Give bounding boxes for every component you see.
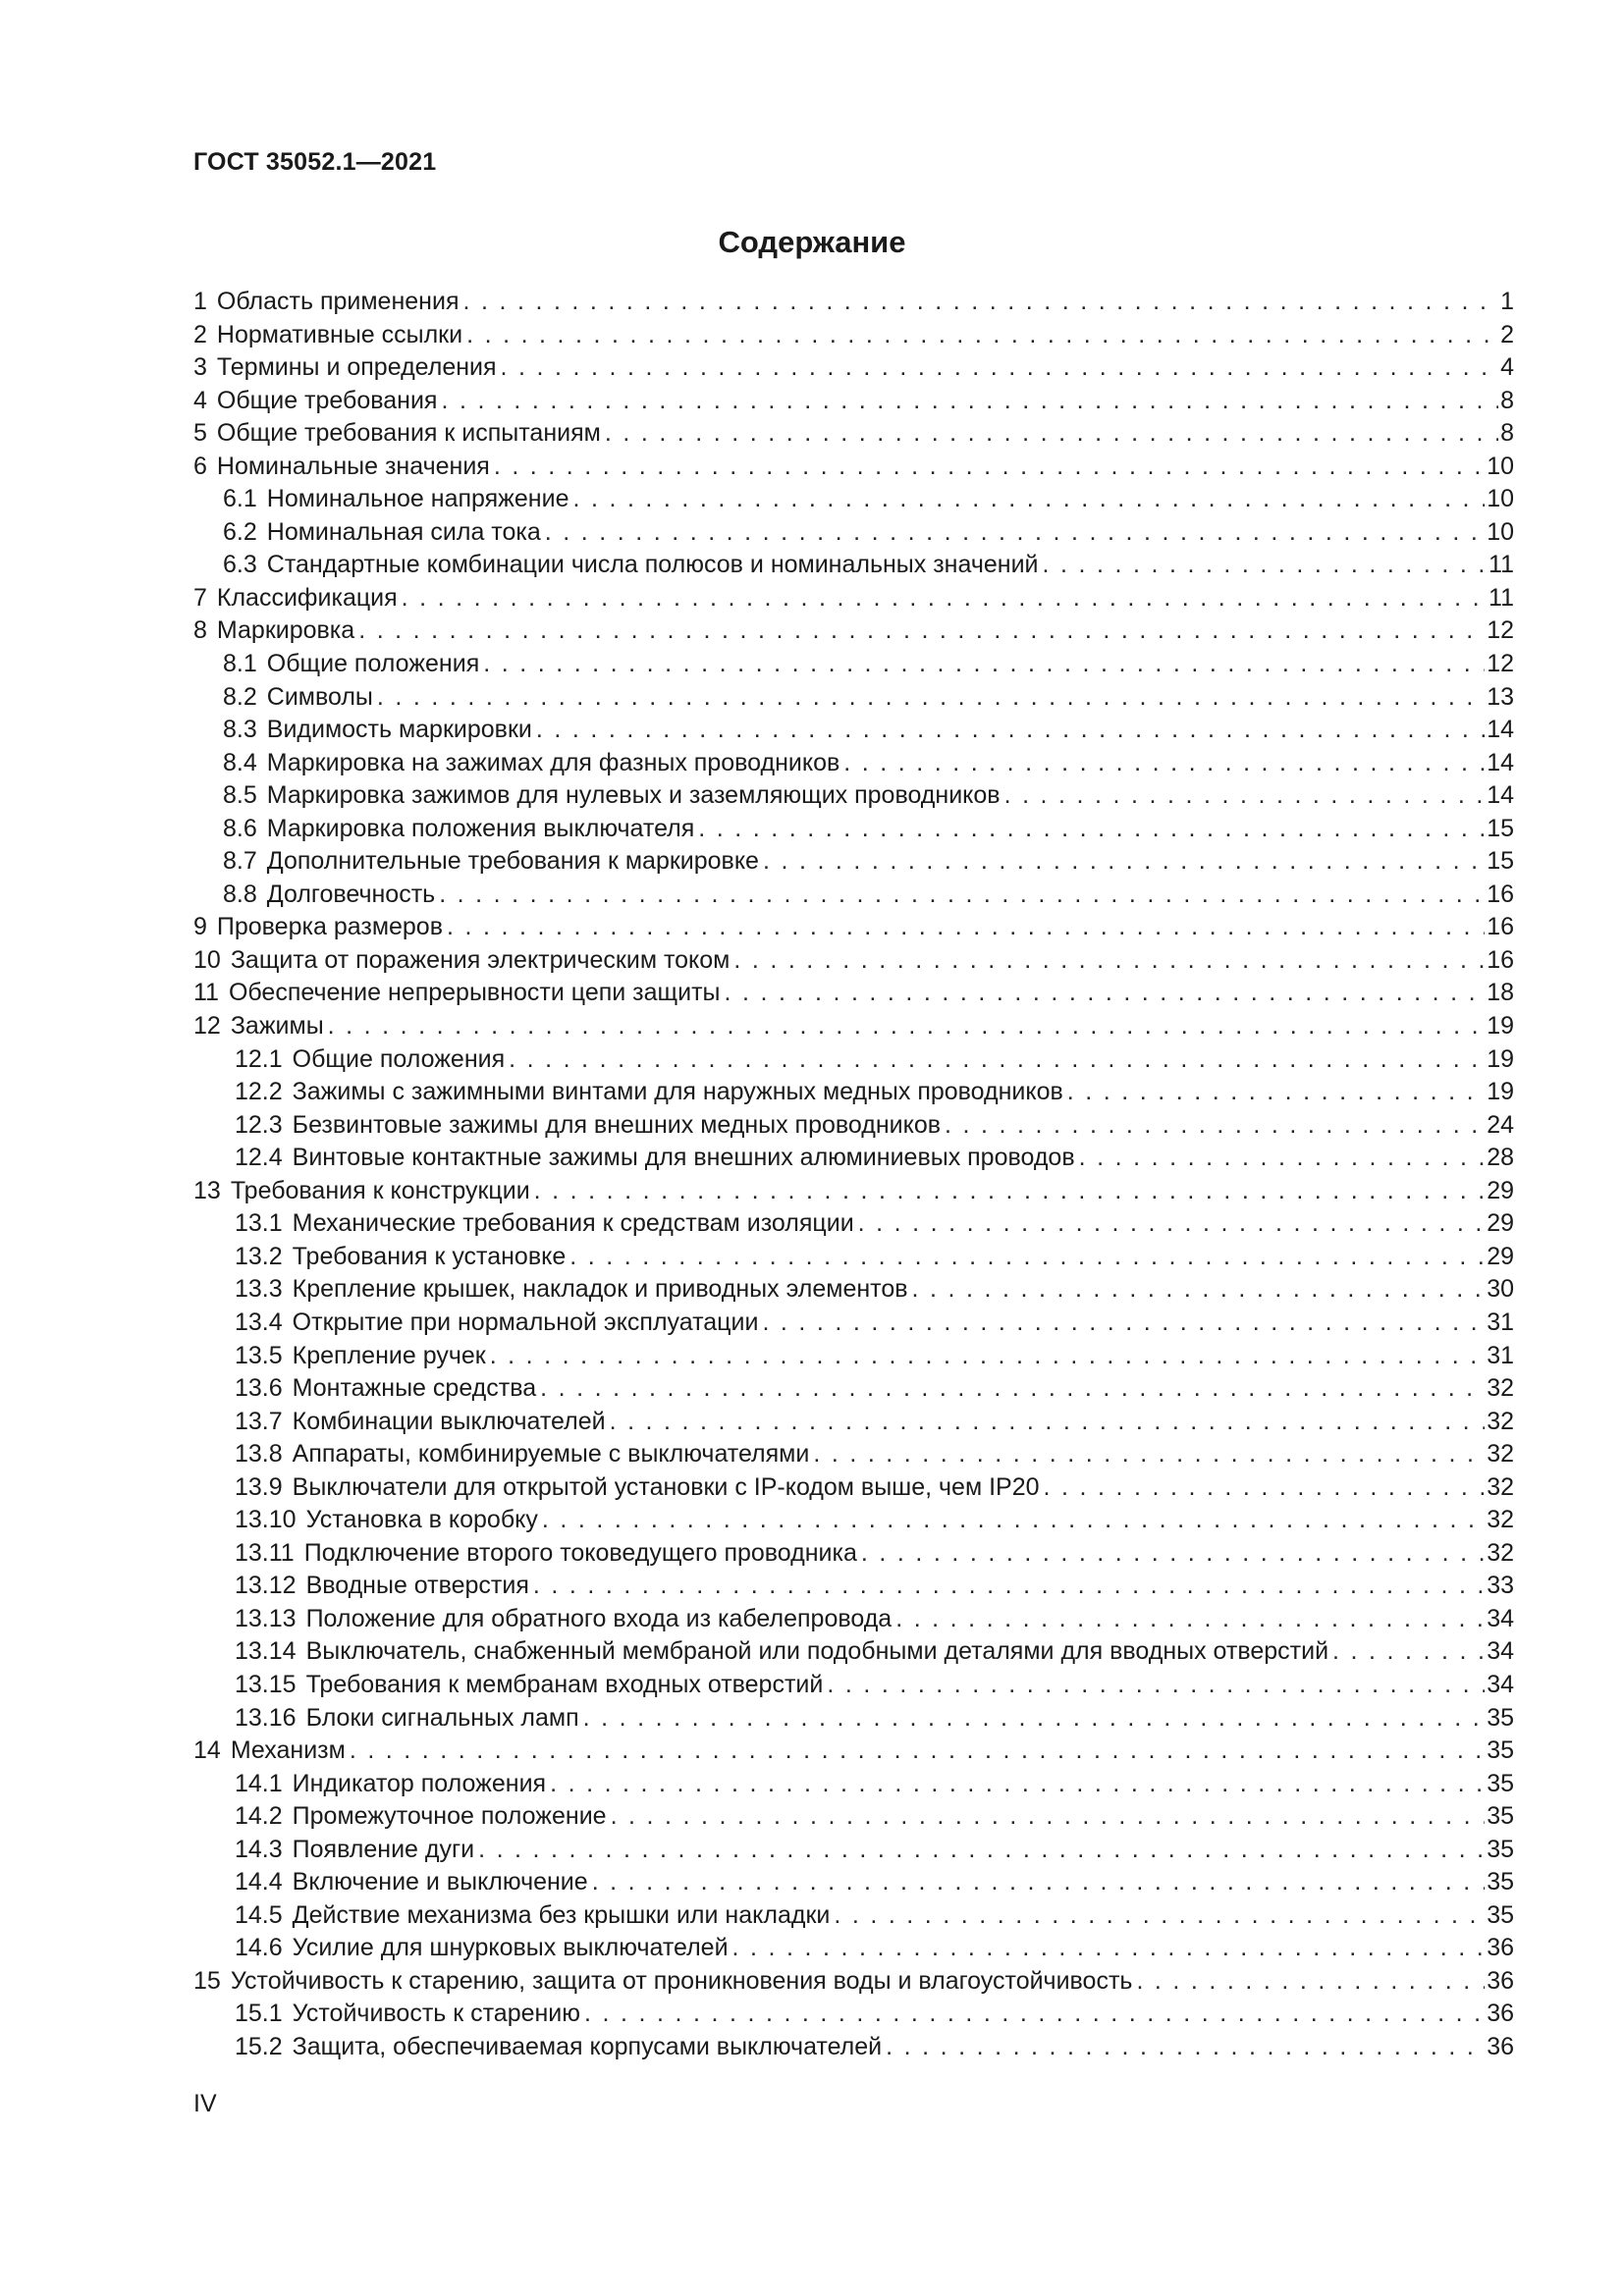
- toc-leader-dots: [490, 451, 1485, 484]
- toc-entry-page: 19: [1487, 1012, 1514, 1041]
- toc-entry[interactable]: [193, 1735, 1514, 1768]
- toc-entry-page: 1: [1500, 288, 1514, 315]
- toc-entry-title: Область применения: [216, 288, 460, 315]
- toc-entry[interactable]: [193, 1537, 1514, 1571]
- toc-entry-number: 13.7: [235, 1407, 283, 1435]
- toc-entry-number: 3: [193, 353, 207, 382]
- toc-entry-number: 1: [193, 288, 207, 315]
- toc-entry[interactable]: [193, 977, 1514, 1010]
- toc-entry-title: Индикатор положения: [292, 1769, 547, 1797]
- toc-entry-title: Защита от поражения электрическим током: [230, 945, 731, 974]
- toc-entry-page: 32: [1487, 1538, 1514, 1567]
- toc-entry-number: 12: [193, 1012, 221, 1041]
- toc-entry[interactable]: [193, 614, 1514, 648]
- toc-entry-number: 14: [193, 1736, 221, 1765]
- toc-entry[interactable]: [193, 1142, 1514, 1175]
- toc-entry-number: 12.2: [235, 1078, 283, 1106]
- toc-entry-number: 8.7: [223, 847, 257, 876]
- toc-entry[interactable]: [193, 1603, 1514, 1636]
- toc-entry[interactable]: [193, 1899, 1514, 1933]
- toc-entry-title: Требования к установке: [292, 1242, 567, 1270]
- toc-entry-number: 6.1: [223, 485, 257, 513]
- toc-leader-dots: [1063, 1076, 1485, 1109]
- toc-entry[interactable]: [193, 286, 1514, 319]
- toc-entry-number: 4: [193, 386, 207, 414]
- toc-entry-title: Выключатели для открытой установки с IP-кодом выше, чем IP20: [292, 1472, 1040, 1501]
- toc-entry-title: Промежуточное положение: [292, 1802, 607, 1831]
- toc-entry-page: 11: [1489, 551, 1514, 579]
- toc-entry-number: 6.3: [223, 551, 257, 579]
- toc-entry-page: 31: [1487, 1341, 1514, 1369]
- toc-entry-number: 13.1: [235, 1209, 283, 1238]
- toc-entry-page: 4: [1500, 353, 1514, 382]
- toc-entry-page: 12: [1487, 650, 1514, 678]
- toc-entry[interactable]: [193, 483, 1514, 516]
- toc-entry[interactable]: [193, 1998, 1514, 2031]
- toc-entry-number: 13.10: [235, 1506, 297, 1534]
- toc-entry[interactable]: [193, 681, 1514, 715]
- toc-entry[interactable]: [193, 451, 1514, 484]
- toc-entry[interactable]: [193, 813, 1514, 846]
- toc-entry-number: 13.13: [235, 1604, 297, 1632]
- toc-entry-page: 35: [1487, 1769, 1514, 1797]
- toc-leader-dots: [566, 1241, 1485, 1274]
- toc-entry-page: 33: [1487, 1572, 1514, 1600]
- toc-entry-number: 13.14: [235, 1637, 297, 1666]
- toc-entry-page: 32: [1487, 1374, 1514, 1403]
- toc-leader-dots: [532, 714, 1485, 747]
- toc-entry-number: 13.4: [235, 1308, 283, 1336]
- toc-entry-page: 35: [1487, 1703, 1514, 1732]
- toc-entry-number: 8: [193, 616, 207, 645]
- toc-entry-page: 35: [1487, 1868, 1514, 1896]
- toc-entry[interactable]: [193, 1570, 1514, 1603]
- toc-entry[interactable]: [193, 1175, 1514, 1208]
- toc-entry[interactable]: [193, 1866, 1514, 1899]
- toc-entry-page: 14: [1487, 748, 1514, 776]
- toc-entry-page: 11: [1489, 583, 1514, 612]
- toc-leader-dots: [694, 813, 1485, 846]
- toc-entry[interactable]: [193, 549, 1514, 582]
- toc-entry[interactable]: [193, 319, 1514, 352]
- toc-leader-dots: [479, 648, 1485, 681]
- toc-entry-title: Действие механизма без крышки или накладки: [292, 1900, 831, 1929]
- toc-entry-number: 10: [193, 945, 221, 974]
- toc-leader-dots: [892, 1603, 1485, 1636]
- toc-entry-page: 10: [1487, 452, 1514, 480]
- toc-leader-dots: [839, 747, 1485, 780]
- toc-entry[interactable]: [193, 582, 1514, 615]
- toc-entry-title: Зажимы: [230, 1012, 324, 1041]
- toc-entry-title: Общие требования к испытаниям: [216, 419, 601, 448]
- toc-entry-number: 8.1: [223, 650, 257, 678]
- toc-entry-number: 13.2: [235, 1242, 283, 1270]
- toc-entry-number: 13.16: [235, 1703, 297, 1732]
- toc-leader-dots: [346, 1735, 1485, 1768]
- toc-entry-number: 15.1: [235, 2000, 283, 2028]
- toc-entry-title: Маркировка: [216, 616, 355, 645]
- toc-entry-title: Крепление ручек: [292, 1341, 486, 1369]
- toc-entry[interactable]: [193, 1965, 1514, 1999]
- toc-entry-page: 13: [1487, 682, 1514, 711]
- toc-entry-title: Включение и выключение: [292, 1868, 588, 1896]
- toc-entry-title: Блоки сигнальных ламп: [305, 1703, 579, 1732]
- toc-entry-title: Механические требования к средствам изоляции: [292, 1209, 854, 1238]
- toc-entry-page: 32: [1487, 1506, 1514, 1534]
- toc-entry[interactable]: [193, 1273, 1514, 1307]
- toc-leader-dots: [459, 286, 1498, 319]
- toc-leader-dots: [1328, 1635, 1485, 1669]
- toc-entry-title: Безвинтовые зажимы для внешних медных проводников: [292, 1110, 942, 1139]
- toc-entry-number: 12.4: [235, 1144, 283, 1172]
- toc-entry-page: 24: [1487, 1110, 1514, 1139]
- toc-entry-title: Номинальное напряжение: [266, 485, 569, 513]
- toc-entry-number: 8.3: [223, 716, 257, 744]
- toc-entry-title: Дополнительные требования к маркировке: [266, 847, 759, 876]
- toc-leader-dots: [536, 1372, 1485, 1406]
- toc-entry-title: Вводные отверстия: [305, 1572, 529, 1600]
- toc-entry-page: 31: [1487, 1308, 1514, 1336]
- toc-entry-page: 32: [1487, 1472, 1514, 1501]
- toc-entry-number: 13.5: [235, 1341, 283, 1369]
- toc-leader-dots: [529, 1570, 1485, 1603]
- toc-entry-title: Установка в коробку: [305, 1506, 538, 1534]
- toc-entry-page: 29: [1487, 1242, 1514, 1270]
- toc-entry-page: 15: [1487, 814, 1514, 842]
- toc-entry-page: 36: [1487, 1934, 1514, 1962]
- toc-entry-page: 18: [1487, 979, 1514, 1007]
- toc-entry-page: 28: [1487, 1144, 1514, 1172]
- toc-entry-page: 36: [1487, 1966, 1514, 1995]
- toc-leader-dots: [546, 1768, 1485, 1801]
- toc-entry-number: 15: [193, 1966, 221, 1995]
- toc-entry[interactable]: [193, 1076, 1514, 1109]
- toc-entry[interactable]: [193, 1307, 1514, 1340]
- toc-entry-page: 32: [1487, 1407, 1514, 1435]
- toc-entry-number: 13: [193, 1176, 221, 1204]
- toc-entry[interactable]: [193, 1207, 1514, 1241]
- toc-entry-title: Видимость маркировки: [266, 716, 532, 744]
- toc-leader-dots: [354, 614, 1485, 648]
- toc-entry-title: Механизм: [230, 1736, 346, 1765]
- toc-title: Содержание: [718, 225, 906, 259]
- toc-entry-title: Монтажные средства: [292, 1374, 537, 1403]
- toc-entry-page: 19: [1487, 1078, 1514, 1106]
- toc-leader-dots: [854, 1207, 1486, 1241]
- toc-leader-dots: [398, 582, 1487, 615]
- toc-leader-dots: [541, 516, 1485, 550]
- toc-entry[interactable]: [193, 648, 1514, 681]
- toc-entry[interactable]: [193, 1635, 1514, 1669]
- toc-entry-number: 14.3: [235, 1835, 283, 1863]
- toc-entry-page: 8: [1500, 386, 1514, 414]
- toc-entry[interactable]: [193, 1504, 1514, 1537]
- toc-entry-number: 15.2: [235, 2032, 283, 2060]
- toc-entry-title: Общие требования: [216, 386, 438, 414]
- toc-entry-title: Крепление крышек, накладок и приводных элементов: [292, 1275, 908, 1304]
- toc-leader-dots: [758, 1307, 1485, 1340]
- toc-entry-number: 6.2: [223, 517, 257, 546]
- toc-entry-title: Термины и определения: [216, 353, 497, 382]
- toc-entry[interactable]: [193, 779, 1514, 813]
- toc-entry-title: Общие положения: [292, 1044, 506, 1073]
- toc-leader-dots: [462, 319, 1498, 352]
- toc-entry-title: Требования к мембранам входных отверстий: [305, 1670, 824, 1698]
- toc-entry-page: 15: [1487, 847, 1514, 876]
- toc-entry-title: Усилие для шнурковых выключателей: [292, 1934, 729, 1962]
- toc-leader-dots: [324, 1010, 1486, 1043]
- toc-entry[interactable]: [193, 1109, 1514, 1143]
- toc-leader-dots: [474, 1834, 1485, 1867]
- toc-entry-title: Зажимы с зажимными винтами для наружных медных проводников: [292, 1078, 1063, 1106]
- toc-entry-number: 9: [193, 913, 207, 941]
- toc-entry-page: 10: [1487, 517, 1514, 546]
- toc-entry[interactable]: [193, 1340, 1514, 1373]
- toc-entry-page: 35: [1487, 1900, 1514, 1929]
- toc-entry-title: Положение для обратного входа из кабелепровода: [305, 1604, 893, 1632]
- toc-entry-title: Устойчивость к старению, защита от проникновения воды и влагоустойчивость: [230, 1966, 1133, 1995]
- toc-entry[interactable]: [193, 1438, 1514, 1471]
- toc-entry-page: 8: [1500, 419, 1514, 448]
- toc-entry-page: 34: [1487, 1604, 1514, 1632]
- toc-entry-page: 36: [1487, 2032, 1514, 2060]
- toc-entry-page: 16: [1487, 913, 1514, 941]
- toc-entry-number: 13.3: [235, 1275, 283, 1304]
- toc-entry-title: Стандартные комбинации числа полюсов и номинальных значений: [266, 551, 1039, 579]
- toc-leader-dots: [730, 944, 1485, 978]
- toc-entry-number: 12.3: [235, 1110, 283, 1139]
- toc-leader-dots: [497, 351, 1499, 385]
- toc-entry[interactable]: [193, 911, 1514, 944]
- toc-entry-number: 6: [193, 452, 207, 480]
- toc-entry-title: Номинальная сила тока: [266, 517, 541, 546]
- toc-entry-page: 34: [1487, 1670, 1514, 1698]
- toc-entry[interactable]: [193, 1043, 1514, 1077]
- toc-leader-dots: [588, 1866, 1486, 1899]
- toc-entry[interactable]: [193, 516, 1514, 550]
- toc-entry-page: 29: [1487, 1176, 1514, 1204]
- toc-entry[interactable]: [193, 1702, 1514, 1735]
- toc-leader-dots: [882, 2031, 1485, 2064]
- toc-entry-number: 13.6: [235, 1374, 283, 1403]
- toc-leader-dots: [486, 1340, 1486, 1373]
- toc-entry[interactable]: [193, 351, 1514, 385]
- toc-entry-number: 8.8: [223, 880, 257, 908]
- toc-leader-dots: [830, 1899, 1485, 1933]
- toc-entry-number: 8.4: [223, 748, 257, 776]
- toc-entry-number: 2: [193, 320, 207, 348]
- toc-entry-title: Требования к конструкции: [230, 1176, 530, 1204]
- toc-entry-title: Общие положения: [266, 650, 480, 678]
- toc-entry-title: Устойчивость к старению: [292, 2000, 581, 2028]
- toc-entry-title: Маркировка зажимов для нулевых и заземляющих проводников: [266, 781, 1001, 810]
- toc-entry-page: 16: [1487, 945, 1514, 974]
- toc-leader-dots: [601, 417, 1498, 451]
- toc-entry-page: 12: [1487, 616, 1514, 645]
- toc-leader-dots: [435, 879, 1485, 912]
- toc-leader-dots: [580, 1998, 1485, 2031]
- toc-entry[interactable]: [193, 1669, 1514, 1702]
- toc-leader-dots: [568, 483, 1485, 516]
- toc-entry-page: 30: [1487, 1275, 1514, 1304]
- toc-entry[interactable]: [193, 714, 1514, 747]
- toc-entry-title: Символы: [266, 682, 373, 711]
- toc-entry-page: 10: [1487, 485, 1514, 513]
- toc-entry-number: 13.9: [235, 1472, 283, 1501]
- toc-entry-title: Выключатель, снабженный мембраной или подобными деталями для вводных отверстий: [305, 1637, 1329, 1666]
- toc-entry-page: 34: [1487, 1637, 1514, 1666]
- toc-entry-title: Винтовые контактные зажимы для внешних алюминиевых проводов: [292, 1144, 1075, 1172]
- toc-leader-dots: [1075, 1142, 1486, 1175]
- toc-entry-page: 19: [1487, 1044, 1514, 1073]
- toc-leader-dots: [443, 911, 1485, 944]
- toc-entry[interactable]: [193, 1800, 1514, 1834]
- toc-entry-title: Маркировка положения выключателя: [266, 814, 695, 842]
- toc-entry-title: Обеспечение непрерывности цепи защиты: [228, 979, 721, 1007]
- toc-entry-title: Маркировка на зажимах для фазных проводников: [266, 748, 840, 776]
- toc-leader-dots: [1039, 549, 1488, 582]
- toc-leader-dots: [606, 1406, 1486, 1439]
- toc-entry-number: 5: [193, 419, 207, 448]
- toc-leader-dots: [941, 1109, 1485, 1143]
- toc-entry-page: 35: [1487, 1802, 1514, 1831]
- toc-entry-number: 14.2: [235, 1802, 283, 1831]
- toc-entry-number: 13.12: [235, 1572, 297, 1600]
- toc-leader-dots: [759, 845, 1485, 879]
- toc-entry-page: 16: [1487, 880, 1514, 908]
- toc-leader-dots: [437, 385, 1498, 418]
- toc-entry-number: 14.6: [235, 1934, 283, 1962]
- toc-entry[interactable]: [193, 1834, 1514, 1867]
- toc-entry[interactable]: [193, 1010, 1514, 1043]
- document-code: ГОСТ 35052.1—2021: [193, 148, 437, 176]
- toc-entry[interactable]: [193, 2031, 1514, 2064]
- toc-entry-page: 35: [1487, 1736, 1514, 1765]
- toc-entry-number: 8.2: [223, 682, 257, 711]
- toc-entry-number: 14.5: [235, 1900, 283, 1929]
- toc-entry-number: 11: [193, 979, 219, 1007]
- toc-entry[interactable]: [193, 385, 1514, 418]
- toc-entry-title: Классификация: [216, 583, 398, 612]
- toc-entry[interactable]: [193, 1372, 1514, 1406]
- toc-leader-dots: [579, 1702, 1486, 1735]
- toc-leader-dots: [1040, 1471, 1486, 1505]
- toc-entry-title: Защита, обеспечиваемая корпусами выключателей: [292, 2032, 883, 2060]
- toc-entry-title: Проверка размеров: [216, 913, 443, 941]
- toc-entry-number: 14.1: [235, 1769, 283, 1797]
- toc-leader-dots: [607, 1800, 1486, 1834]
- toc-leader-dots: [530, 1175, 1486, 1208]
- toc-leader-dots: [908, 1273, 1486, 1307]
- toc-entry-title: Появление дуги: [292, 1835, 475, 1863]
- toc-leader-dots: [729, 1932, 1486, 1965]
- toc-entry[interactable]: [193, 747, 1514, 780]
- toc-leader-dots: [373, 681, 1485, 715]
- toc-entry-number: 13.15: [235, 1670, 297, 1698]
- toc-entry-page: 14: [1487, 716, 1514, 744]
- toc-entry[interactable]: [193, 845, 1514, 879]
- toc-entry-number: 7: [193, 583, 207, 612]
- toc-entry-title: Комбинации выключателей: [292, 1407, 606, 1435]
- toc-leader-dots: [1132, 1965, 1485, 1999]
- toc-leader-dots: [505, 1043, 1485, 1077]
- toc-entry[interactable]: [193, 1768, 1514, 1801]
- toc-entry[interactable]: [193, 1406, 1514, 1439]
- toc-entry-page: 36: [1487, 2000, 1514, 2028]
- toc-entry-page: 2: [1500, 320, 1514, 348]
- toc-leader-dots: [538, 1504, 1485, 1537]
- toc-entry[interactable]: [193, 1932, 1514, 1965]
- page-number: IV: [193, 2090, 217, 2117]
- toc-entry[interactable]: [193, 944, 1514, 978]
- table-of-contents: [193, 286, 1514, 2064]
- toc-entry-number: 13.11: [235, 1538, 295, 1567]
- toc-entry-page: 35: [1487, 1835, 1514, 1863]
- toc-leader-dots: [721, 977, 1486, 1010]
- toc-leader-dots: [809, 1438, 1485, 1471]
- toc-entry-page: 29: [1487, 1209, 1514, 1238]
- toc-leader-dots: [857, 1537, 1485, 1571]
- toc-leader-dots: [823, 1669, 1485, 1702]
- toc-entry-page: 32: [1487, 1440, 1514, 1468]
- toc-leader-dots: [1001, 779, 1486, 813]
- toc-entry-title: Открытие при нормальной эксплуатации: [292, 1308, 759, 1336]
- toc-entry[interactable]: [193, 417, 1514, 451]
- toc-entry-title: Нормативные ссылки: [216, 320, 463, 348]
- toc-entry-number: 12.1: [235, 1044, 283, 1073]
- toc-entry-title: Аппараты, комбинируемые с выключателями: [292, 1440, 810, 1468]
- toc-entry[interactable]: [193, 1471, 1514, 1505]
- toc-entry-title: Долговечность: [266, 880, 436, 908]
- toc-entry-title: Номинальные значения: [216, 452, 490, 480]
- toc-entry-number: 14.4: [235, 1868, 283, 1896]
- toc-entry-number: 8.6: [223, 814, 257, 842]
- toc-entry[interactable]: [193, 879, 1514, 912]
- toc-entry-number: 8.5: [223, 781, 257, 810]
- toc-entry-page: 14: [1487, 781, 1514, 810]
- toc-entry-number: 13.8: [235, 1440, 283, 1468]
- toc-entry-title: Подключение второго токоведущего проводника: [303, 1538, 857, 1567]
- toc-entry[interactable]: [193, 1241, 1514, 1274]
